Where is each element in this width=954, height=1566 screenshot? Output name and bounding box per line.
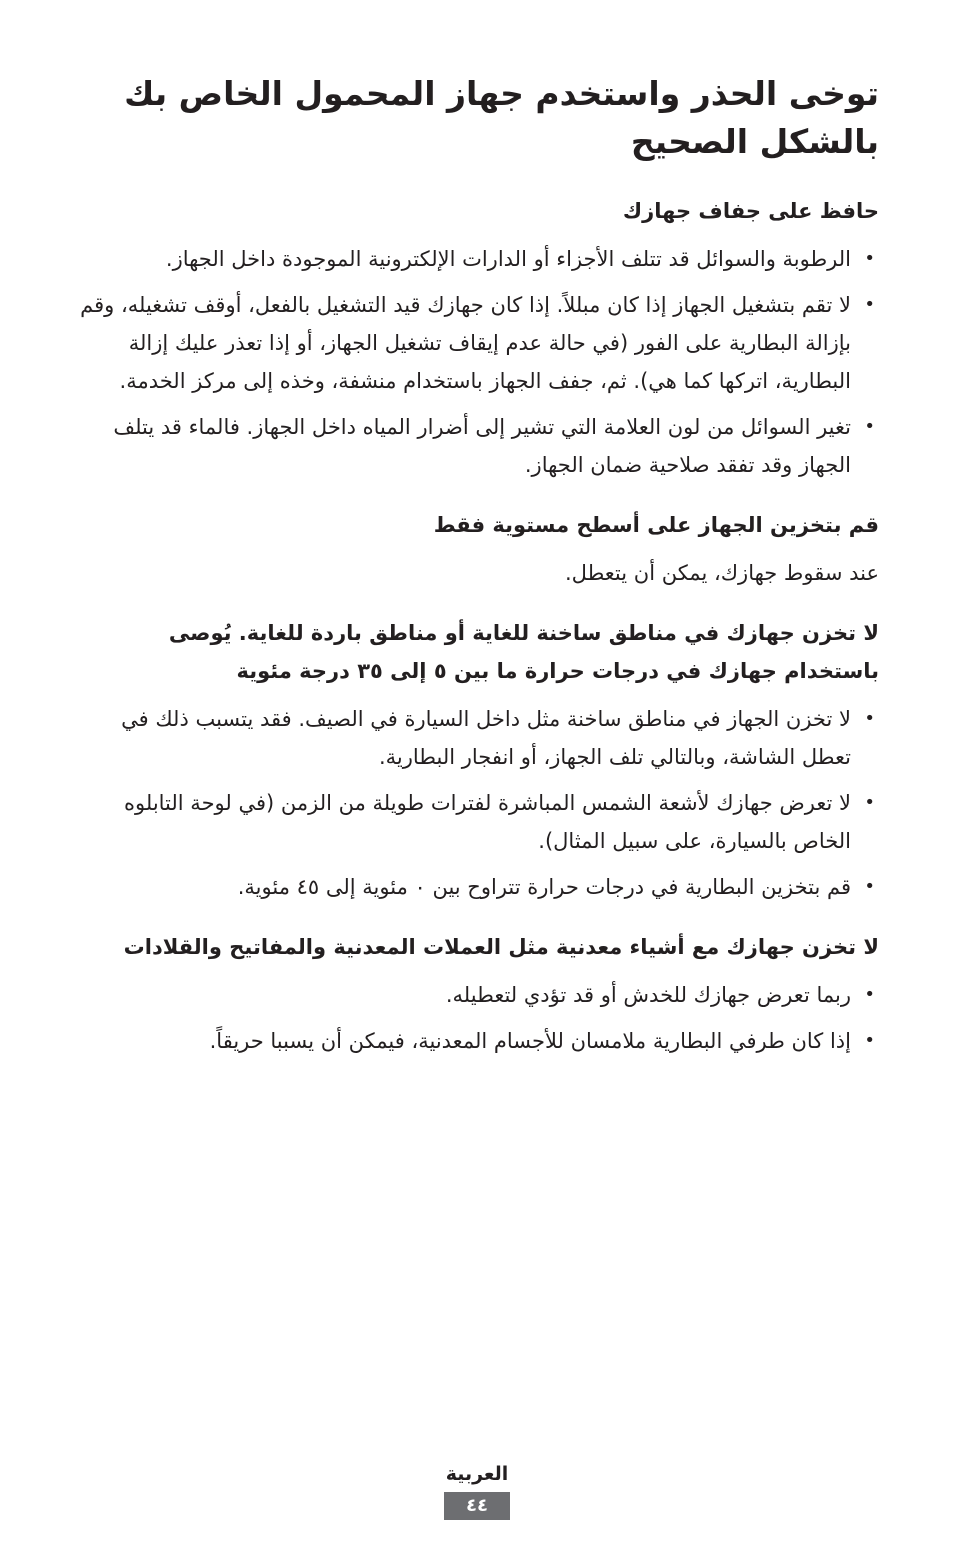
- page-content: [75, 70, 879, 1082]
- list-item-text: ربما تعرض جهازك للخدش أو قد تؤدي لتعطيله.: [445, 983, 851, 1007]
- section-heading: حافظ على جفاف جهازك: [622, 199, 879, 223]
- page-title: توخى الحذر واستخدم جهاز المحمول الخاص بك بالشكل الصحيح: [124, 74, 879, 161]
- list-item-text: لا تقم بتشغيل الجهاز إذا كان مبللاً. إذا كان جهازك قيد التشغيل بالفعل، أوقف تشغيله، وقم بإزالة البطارية على الفور (في حالة عدم إيقاف تشغيل الجهاز، أو إذا تعذر عليك إزالة البطارية، اتركها كما هي). ثم، جفف الجهاز باستخدام منشفة، وخذه إلى مركز الخدمة.: [80, 293, 851, 393]
- section-heading: لا تخزن جهازك في مناطق ساخنة للغاية أو مناطق باردة للغاية. يُوصى باستخدام جهازك في درجات حرارة ما بين ٥ إلى ٣٥ درجة مئوية: [168, 621, 879, 683]
- list-item: [75, 976, 879, 1014]
- list-item: [75, 868, 879, 906]
- list-item: [75, 408, 879, 484]
- list-item-text: قم بتخزين البطارية في درجات حرارة تتراوح بين ٠ مئوية إلى ٤٥ مئوية.: [237, 875, 851, 899]
- section-heading: لا تخزن جهازك مع أشياء معدنية مثل العملات المعدنية والمفاتيح والقلادات: [123, 935, 879, 959]
- list-item-text: الرطوبة والسوائل قد تتلف الأجزاء أو الدارات الإلكترونية الموجودة داخل الجهاز.: [165, 247, 851, 271]
- bullet-icon: •: [864, 416, 875, 437]
- section-flat-surfaces: [75, 506, 879, 592]
- section-metal-objects: [75, 928, 879, 1060]
- bullet-icon: •: [864, 248, 875, 269]
- bullet-icon: •: [864, 294, 875, 315]
- footer-language: العربية: [445, 1463, 509, 1485]
- bullet-icon: •: [864, 792, 875, 813]
- bullet-icon: •: [864, 876, 875, 897]
- list-item-text: لا تعرض جهازك لأشعة الشمس المباشرة لفترات طويلة من الزمن (في لوحة التابلوه الخاص بالسيارة، على سبيل المثال).: [124, 791, 851, 853]
- bullet-icon: •: [864, 1030, 875, 1051]
- section-keep-dry: [75, 192, 879, 484]
- list-item: [75, 286, 879, 400]
- list-item-text: إذا كان طرفي البطارية ملامسان للأجسام المعدنية، فيمكن أن يسببا حريقاً.: [209, 1029, 851, 1053]
- section-temperature: [75, 614, 879, 906]
- list-item-text: لا تخزن الجهاز في مناطق ساخنة مثل داخل السيارة في الصيف. فقد يتسبب ذلك في تعطل الشاشة، وبالتالي تلف الجهاز، أو انفجار البطارية.: [121, 707, 851, 769]
- page-footer: [0, 1460, 954, 1520]
- page-number-badge: ٤٤: [444, 1492, 510, 1520]
- bullet-list: [75, 240, 879, 484]
- list-item: [75, 240, 879, 278]
- bullet-icon: •: [864, 708, 875, 729]
- list-item: [75, 700, 879, 776]
- list-item-text: تغير السوائل من لون العلامة التي تشير إلى أضرار المياه داخل الجهاز. فالماء قد يتلف الجهاز وقد تفقد صلاحية ضمان الجهاز.: [113, 415, 851, 477]
- section-heading: قم بتخزين الجهاز على أسطح مستوية فقط: [433, 513, 879, 537]
- list-item: [75, 1022, 879, 1060]
- bullet-icon: •: [864, 984, 875, 1005]
- list-item: [75, 784, 879, 860]
- section-text: عند سقوط جهازك، يمكن أن يتعطل.: [565, 561, 879, 585]
- bullet-list: [75, 700, 879, 906]
- bullet-list: [75, 976, 879, 1060]
